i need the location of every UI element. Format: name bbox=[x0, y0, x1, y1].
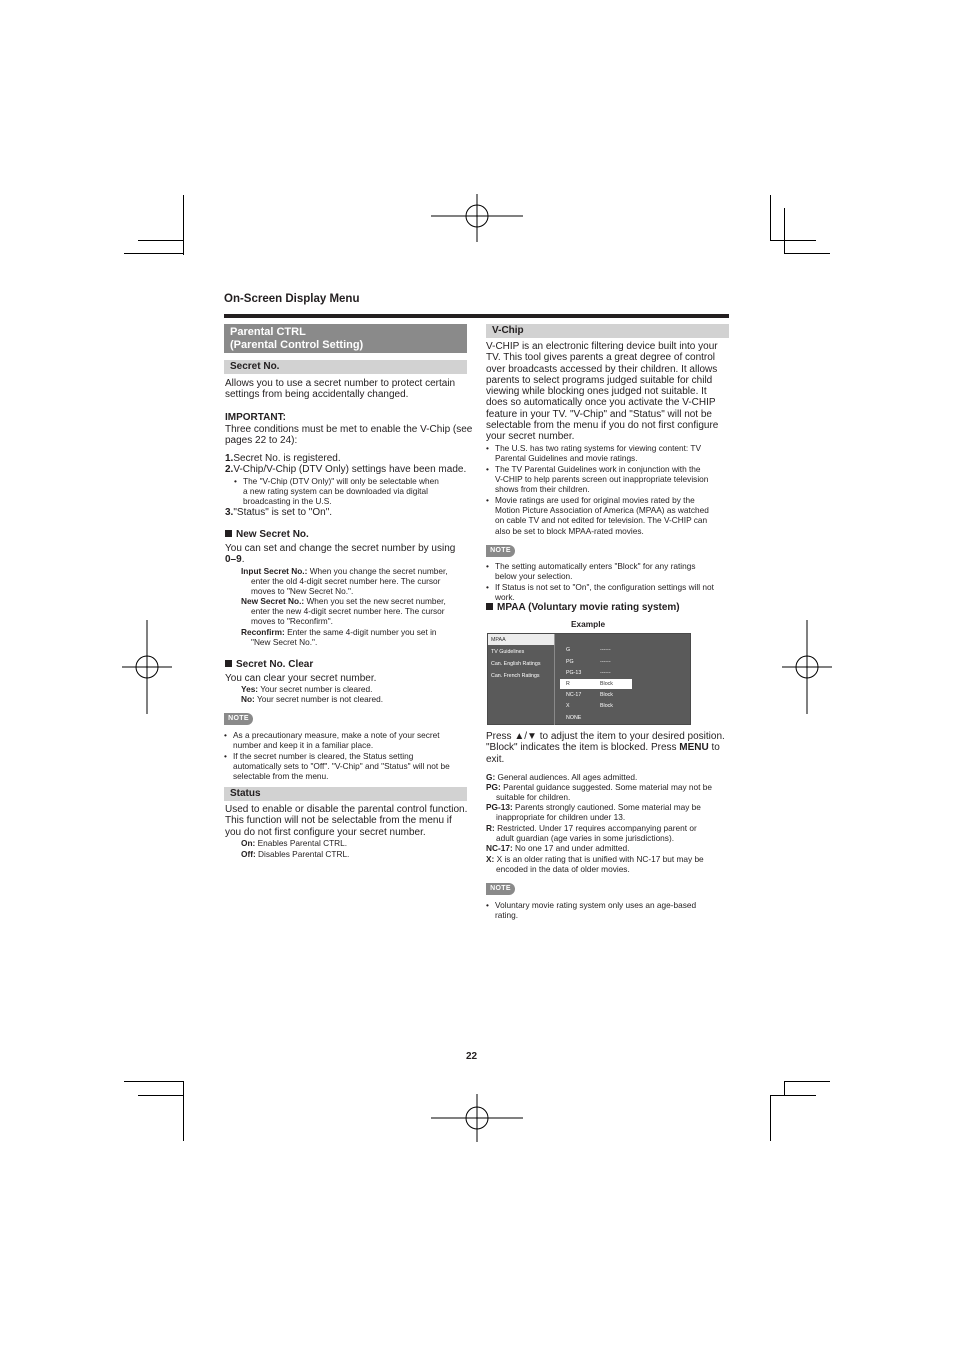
vchip-description bbox=[486, 341, 718, 443]
menu-selection-highlight bbox=[560, 679, 632, 689]
rating-def-pg13: PG-13: Parents strongly cautioned. Some material may be inappropriate for children under 13. bbox=[486, 802, 701, 823]
vchip-bullet-1: • The U.S. has two rating systems for viewing content: TV Parental Guidelines and movie ratings. bbox=[486, 443, 701, 463]
mpaa-menu-example bbox=[487, 633, 691, 725]
mpaa-note: • Voluntary movie rating system only uses an age-based rating. bbox=[486, 900, 696, 920]
vchip-line: over broadcasts accessed by their children. It allows bbox=[486, 363, 718, 375]
vchip-note-2: • If Status is not set to "On", the configuration settings will not work. bbox=[486, 582, 714, 602]
input-secret-desc: Input Secret No.: When you change the secret number, enter the old 4-digit secret number here. The cursor moves to "New Secret No.". bbox=[241, 566, 448, 597]
rating-r-state: Block bbox=[600, 681, 613, 687]
rating-none: NONE bbox=[566, 715, 582, 721]
square-bullet-icon bbox=[225, 660, 232, 667]
registration-mark-top bbox=[431, 194, 523, 242]
note-badge: NOTE bbox=[486, 545, 515, 557]
new-secret-heading: New Secret No. bbox=[225, 529, 309, 540]
vchip-line: viewing while blocking ones judged not suitable. It bbox=[486, 386, 707, 398]
menu-tab-can-french: Can. French Ratings bbox=[491, 673, 540, 679]
condition-2: 2.V-Chip/V-Chip (DTV Only) settings have been made. bbox=[225, 464, 467, 475]
reconfirm-desc: Reconfirm: Enter the same 4-digit number you set in "New Secret No.". bbox=[241, 627, 437, 648]
registration-mark-left bbox=[122, 620, 172, 714]
page-number: 22 bbox=[466, 1051, 478, 1062]
press-instructions: Press ▲/▼ to adjust the item to your desired position. "Block" indicates the item is blocked. Press MENU to exit. bbox=[486, 731, 725, 765]
vchip-line: feature in your TV. "V-Chip" and "Status" will not be bbox=[486, 408, 712, 420]
note-bullet-1: • As a precautionary measure, make a note of your secret number and keep it in a familiar place. bbox=[224, 730, 440, 750]
menu-tab-mpaa-label: MPAA bbox=[491, 637, 506, 643]
square-bullet-icon bbox=[486, 603, 493, 610]
rating-nc17-state: Block bbox=[600, 692, 613, 698]
mpaa-heading: MPAA (Voluntary movie rating system) bbox=[486, 602, 680, 613]
new-secret-desc: New Secret No.: When you set the new secret number, enter the new 4-digit secret number here. The cursor moves to "Reconfirm". bbox=[241, 596, 446, 627]
secret-no-intro: Allows you to use a secret number to protect certain settings from being accidentally changed. bbox=[225, 378, 456, 401]
parental-ctrl-header: Parental CTRL (Parental Control Setting) bbox=[224, 324, 467, 353]
vchip-line: parents to select programs judged suitable for child bbox=[486, 374, 713, 386]
title-rule bbox=[224, 314, 729, 318]
vchip-bullet-2: • The TV Parental Guidelines work in conjunction with the V-CHIP to help parents screen out inappropriate television shows from their children. bbox=[486, 464, 708, 495]
square-bullet-icon bbox=[225, 530, 232, 537]
rating-pg-state: ------ bbox=[600, 659, 611, 665]
status-off: Off: Disables Parental CTRL. bbox=[241, 849, 350, 859]
menu-divider bbox=[554, 645, 555, 725]
vchip-line: selectable from the menu if you do not first configure bbox=[486, 420, 719, 432]
rating-def-x: X: X is an older rating that is unified with NC-17 but may be encoded in the data of older movies. bbox=[486, 854, 704, 875]
status-text: Used to enable or disable the parental control function. This function will not be selectable from the menu if you do not first configure your secret number. bbox=[225, 804, 468, 838]
section-title: On-Screen Display Menu bbox=[224, 293, 360, 305]
rating-def-r: R: Restricted. Under 17 requires accompanying parent or adult guardian (age varies in some jurisdictions). bbox=[486, 823, 697, 844]
rating-g-state: ------ bbox=[600, 647, 611, 653]
menu-tab-can-english: Can. English Ratings bbox=[491, 661, 541, 667]
condition-3: 3."Status" is set to "On". bbox=[225, 507, 333, 518]
new-secret-intro: You can set and change the secret number by using 0–9. bbox=[225, 543, 456, 566]
secret-clear-heading: Secret No. Clear bbox=[225, 659, 313, 670]
vchip-line: does so automatically once you activate the V-CHIP bbox=[486, 397, 716, 409]
secret-clear-intro: You can clear your secret number. bbox=[225, 673, 377, 684]
rating-r: R bbox=[566, 681, 570, 687]
rating-pg13-state: ------ bbox=[600, 670, 611, 676]
rating-x-state: Block bbox=[600, 703, 613, 709]
condition-1: 1.Secret No. is registered. bbox=[225, 453, 341, 464]
condition-2-note: • The "V-Chip (DTV Only)" will only be selectable when a new rating system can be downloaded via digital broadcasting in the U.S. bbox=[234, 476, 439, 507]
status-on: On: Enables Parental CTRL. bbox=[241, 838, 348, 848]
rating-g: G bbox=[566, 647, 571, 653]
status-heading: Status bbox=[224, 787, 467, 801]
clear-yes: Yes: Your secret number is cleared. bbox=[241, 684, 373, 694]
vchip-heading: V-Chip bbox=[486, 324, 729, 338]
example-label: Example bbox=[571, 619, 606, 629]
registration-mark-bottom bbox=[431, 1094, 523, 1142]
vchip-line: TV. This tool gives parents a great degree of control bbox=[486, 352, 716, 364]
vchip-line: your secret number. bbox=[486, 431, 575, 443]
important-text: Three conditions must be met to enable the V-Chip (see pages 22 to 24): bbox=[225, 424, 473, 447]
vchip-line: V-CHIP is an electronic filtering device built into your bbox=[486, 341, 718, 352]
rating-nc17: NC-17 bbox=[566, 692, 582, 698]
clear-no: No: Your secret number is not cleared. bbox=[241, 694, 384, 704]
note-badge: NOTE bbox=[224, 713, 253, 725]
note-bullet-2: • If the secret number is cleared, the Status setting automatically sets to "Off". "V-Chip" and "Status" will not be selectable from the menu. bbox=[224, 751, 450, 782]
rating-pg: PG bbox=[566, 659, 574, 665]
rating-x: X bbox=[566, 703, 570, 709]
rating-pg13: PG-13 bbox=[566, 670, 582, 676]
arrow-keys-icon: ▲/▼ bbox=[514, 731, 537, 742]
rating-def-pg: PG: Parental guidance suggested. Some material may not be suitable for children. bbox=[486, 782, 713, 803]
note-badge: NOTE bbox=[486, 883, 515, 895]
important-label: IMPORTANT: bbox=[225, 412, 286, 423]
menu-tab-tv-guidelines: TV Guidelines bbox=[491, 649, 525, 655]
rating-def-nc17: NC-17: No one 17 and under admitted. bbox=[486, 843, 630, 853]
vchip-bullet-3: • Movie ratings are used for original movies rated by the Motion Picture Association of America (MPAA) as watched on cable TV and not edited for television. The V-CHIP can also be set to block MPAA-rated movies. bbox=[486, 495, 709, 536]
vchip-note-1: • The setting automatically enters "Block" for any ratings below your selection. bbox=[486, 561, 696, 581]
rating-def-g: G: General audiences. All ages admitted. bbox=[486, 772, 638, 782]
registration-mark-right bbox=[782, 620, 832, 714]
secret-no-heading: Secret No. bbox=[224, 360, 467, 374]
